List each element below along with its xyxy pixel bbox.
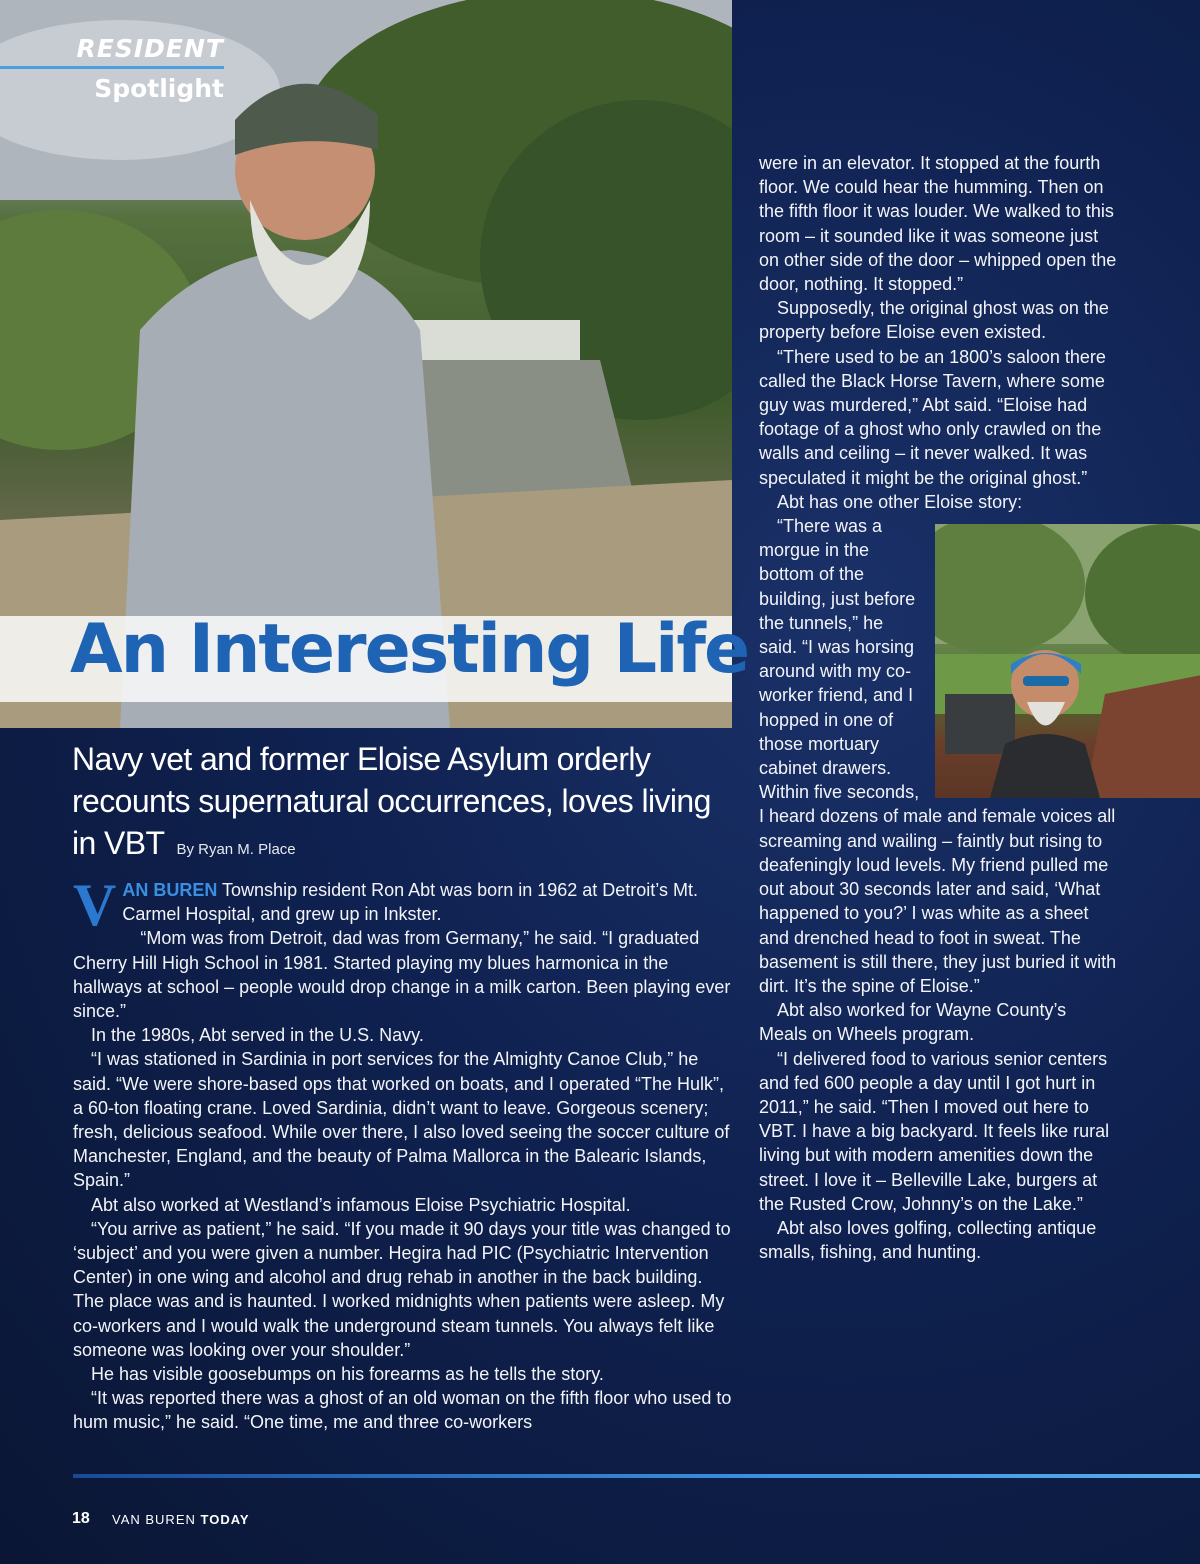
lead-paragraph [73, 872, 735, 938]
paragraph: “Mom was from Detroit, dad was from Germany,” he said. “I graduated Cherry Hill High School in 1981. Started playing my blues harmonica in the hallways at school – people would drop change in a milk carton. Been playing ever since.” [73, 928, 731, 1022]
paragraph: Abt also loves golfing, collecting antique smalls, fishing, and hunting. [759, 1217, 1097, 1263]
magazine-name [112, 1512, 250, 1527]
footer-rule [73, 1474, 1200, 1478]
paragraph: “There was a morgue in the bottom of the building, just before the tunnels,” he said. “I was horsing around with my co-worker friend, and I hopped in one of those mortuary cabinet drawers. Within five seconds, I heard dozens of male and female voices all screaming and wailing – faintly but rising to deafeningly loud levels. My friend pulled me out about 30 seconds later and said, ‘What happened to you?’ I was white as a sheet and drenched head to foot in sweat. The basement is still there, they just buried it with dirt. It’s the spine of Eloise.” [759, 516, 1117, 996]
article-right-column [759, 151, 1117, 1264]
inset-photo [935, 524, 1200, 798]
paragraph: Abt also worked at Westland’s infamous Eloise Psychiatric Hospital. [91, 1194, 631, 1215]
paragraph: “It was reported there was a ghost of an old woman on the fifth floor who used to hum music,” he said. “One time, me and three co-workers [73, 1388, 732, 1433]
subheadline [72, 738, 712, 864]
page-number: 18 [72, 1510, 90, 1527]
paragraph: were in an elevator. It stopped at the fourth floor. We could hear the humming. Then on the fifth floor it was louder. We walked to this room – it sounded like it was someone just on other side of the door – whipped open the door, nothing. It stopped.” [759, 153, 1117, 295]
magazine-name-bold: TODAY [200, 1512, 250, 1527]
paragraph: Township resident Ron Abt was born in 1962 at Detroit’s Mt. Carmel Hospital, and grew up in Inkster. [122, 880, 698, 925]
subheadline-text: Navy vet and former Eloise Asylum orderly recounts supernatural occurrences, loves living in VBT [72, 741, 711, 861]
kicker-resident: RESIDENT [76, 34, 224, 63]
article-left-column [73, 872, 735, 1435]
paragraph: “I was stationed in Sardinia in port services for the Almighty Canoe Club,” he said. “We were shore-based ops that worked on boats, and I operated “The Hulk”, a 60-ton floating crane. Loved Sardinia, didn’t want to leave. Gorgeous scenery; fresh, delicious seafood. While over there, I also loved seeing the soccer culture of Manchester, England, and the beauty of Palma Mallorca in the Balearic Islands, Spain.” [73, 1049, 730, 1191]
paragraph: Abt also worked for Wayne County’s Meals on Wheels program. [759, 1000, 1067, 1045]
paragraph: He has visible goosebumps on his forearms as he tells the story. [91, 1364, 604, 1385]
paragraph: In the 1980s, Abt served in the U.S. Navy. [91, 1025, 424, 1046]
paragraph: “You arrive as patient,” he said. “If you made it 90 days your title was changed to ‘subject’ and you were given a number. Hegira had PIC (Psychiatric Intervention Center) in one wing and alcohol and drug rehab in another in the back building. The place was and is haunted. I worked midnights when patients were asleep. My co-workers and I would walk the underground steam tunnels. You always felt like someone was looking over your shoulder.” [73, 1218, 731, 1360]
paragraph: “I delivered food to various senior centers and fed 600 people a day until I got hurt in 2011,” he said. “Then I moved out here to VBT. I have a big backyard. It feels like rural living but with modern amenities down the street. I love it – Belleville Lake, burgers at the Rusted Crow, Johnny’s on the Lake.” [759, 1048, 1110, 1214]
dropcap: V [73, 872, 117, 938]
magazine-name-light: VAN BUREN [112, 1512, 196, 1527]
kicker-spotlight: Spotlight [94, 74, 224, 103]
byline: By Ryan M. Place [176, 841, 296, 858]
kicker-rule [0, 66, 224, 69]
lead-in: AN BUREN [122, 880, 218, 900]
paragraph: “There used to be an 1800’s saloon there called the Black Horse Tavern, where some guy was murdered,” Abt said. “Eloise had footage of a ghost who only crawled on the walls and ceiling – it never walked. It was speculated it might be the original ghost.” [759, 346, 1106, 488]
paragraph: Abt has one other Eloise story: [777, 491, 1023, 512]
headline: An Interesting Life [70, 610, 749, 689]
paragraph: Supposedly, the original ghost was on the property before Eloise even existed. [759, 298, 1109, 343]
